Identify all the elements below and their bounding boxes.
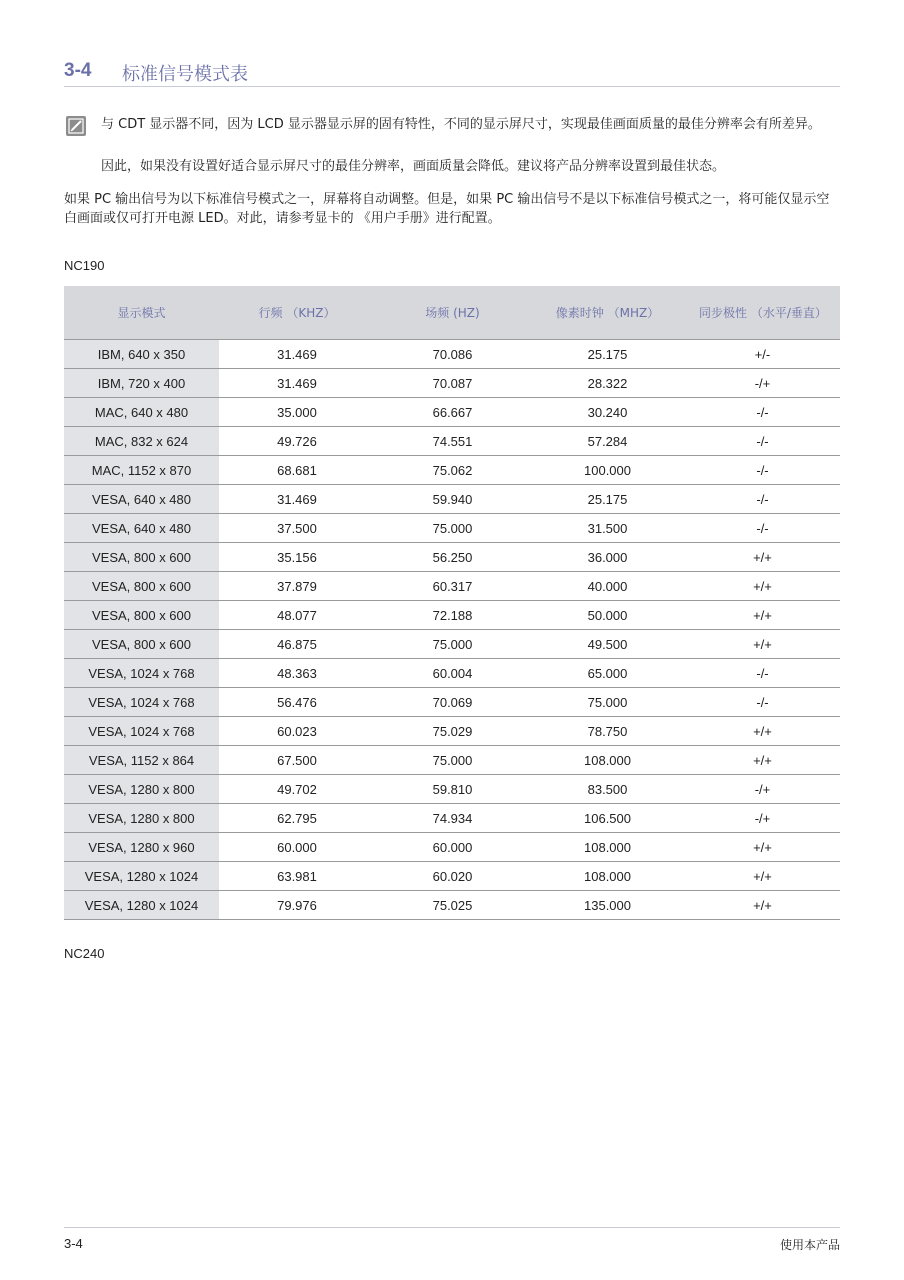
cell-display-mode: IBM, 720 x 400 bbox=[64, 369, 219, 398]
table-row bbox=[64, 572, 840, 601]
cell-vertical-frequency: 75.000 bbox=[375, 514, 530, 543]
cell-sync-polarity: -/+ bbox=[685, 804, 840, 833]
cell-sync-polarity: +/+ bbox=[685, 717, 840, 746]
cell-sync-polarity: -/+ bbox=[685, 775, 840, 804]
table-row bbox=[64, 398, 840, 427]
cell-display-mode: VESA, 1280 x 960 bbox=[64, 833, 219, 862]
table-row bbox=[64, 514, 840, 543]
cell-display-mode: IBM, 640 x 350 bbox=[64, 340, 219, 369]
table-row bbox=[64, 369, 840, 398]
cell-sync-polarity: +/+ bbox=[685, 630, 840, 659]
cell-sync-polarity: -/- bbox=[685, 688, 840, 717]
cell-horizontal-frequency: 48.077 bbox=[219, 601, 375, 630]
cell-horizontal-frequency: 31.469 bbox=[219, 369, 375, 398]
cell-vertical-frequency: 75.029 bbox=[375, 717, 530, 746]
cell-display-mode: VESA, 1024 x 768 bbox=[64, 688, 219, 717]
cell-pixel-clock: 57.284 bbox=[530, 427, 685, 456]
cell-pixel-clock: 65.000 bbox=[530, 659, 685, 688]
table-row bbox=[64, 543, 840, 572]
header-vertical-frequency: 场频 (HZ) bbox=[375, 286, 530, 340]
cell-pixel-clock: 50.000 bbox=[530, 601, 685, 630]
table-header-row bbox=[64, 286, 840, 340]
cell-sync-polarity: +/+ bbox=[685, 601, 840, 630]
cell-vertical-frequency: 70.069 bbox=[375, 688, 530, 717]
cell-sync-polarity: -/- bbox=[685, 427, 840, 456]
cell-vertical-frequency: 70.086 bbox=[375, 340, 530, 369]
cell-display-mode: VESA, 1280 x 800 bbox=[64, 775, 219, 804]
cell-horizontal-frequency: 60.000 bbox=[219, 833, 375, 862]
cell-horizontal-frequency: 31.469 bbox=[219, 485, 375, 514]
cell-display-mode: VESA, 640 x 480 bbox=[64, 485, 219, 514]
model-label-nc240: NC240 bbox=[64, 946, 105, 961]
cell-display-mode: VESA, 1280 x 1024 bbox=[64, 862, 219, 891]
cell-display-mode: VESA, 640 x 480 bbox=[64, 514, 219, 543]
cell-vertical-frequency: 56.250 bbox=[375, 543, 530, 572]
cell-horizontal-frequency: 63.981 bbox=[219, 862, 375, 891]
header-display-mode: 显示模式 bbox=[64, 286, 219, 340]
table-row bbox=[64, 659, 840, 688]
cell-display-mode: VESA, 800 x 600 bbox=[64, 601, 219, 630]
cell-pixel-clock: 31.500 bbox=[530, 514, 685, 543]
cell-horizontal-frequency: 35.156 bbox=[219, 543, 375, 572]
cell-display-mode: MAC, 832 x 624 bbox=[64, 427, 219, 456]
cell-display-mode: VESA, 1280 x 800 bbox=[64, 804, 219, 833]
cell-pixel-clock: 78.750 bbox=[530, 717, 685, 746]
table-row bbox=[64, 340, 840, 369]
header-sync-polarity: 同步极性 （水平/垂直） bbox=[685, 286, 840, 340]
table-row bbox=[64, 804, 840, 833]
header-pixel-clock: 像素时钟 （MHZ） bbox=[530, 286, 685, 340]
table-row bbox=[64, 456, 840, 485]
cell-pixel-clock: 108.000 bbox=[530, 862, 685, 891]
cell-vertical-frequency: 75.025 bbox=[375, 891, 530, 920]
cell-display-mode: VESA, 800 x 600 bbox=[64, 630, 219, 659]
cell-pixel-clock: 49.500 bbox=[530, 630, 685, 659]
header-horizontal-frequency: 行频 （KHZ） bbox=[219, 286, 375, 340]
cell-sync-polarity: +/+ bbox=[685, 572, 840, 601]
cell-pixel-clock: 40.000 bbox=[530, 572, 685, 601]
cell-pixel-clock: 28.322 bbox=[530, 369, 685, 398]
cell-pixel-clock: 108.000 bbox=[530, 746, 685, 775]
cell-vertical-frequency: 60.004 bbox=[375, 659, 530, 688]
cell-sync-polarity: -/- bbox=[685, 456, 840, 485]
cell-pixel-clock: 25.175 bbox=[530, 340, 685, 369]
cell-vertical-frequency: 60.000 bbox=[375, 833, 530, 862]
cell-horizontal-frequency: 37.879 bbox=[219, 572, 375, 601]
footer-divider bbox=[64, 1227, 840, 1228]
table-row bbox=[64, 746, 840, 775]
cell-sync-polarity: -/- bbox=[685, 659, 840, 688]
section-header bbox=[64, 60, 840, 87]
signal-mode-table bbox=[64, 286, 840, 920]
section-title: 标准信号模式表 bbox=[122, 64, 248, 85]
cell-horizontal-frequency: 49.726 bbox=[219, 427, 375, 456]
cell-display-mode: MAC, 1152 x 870 bbox=[64, 456, 219, 485]
cell-vertical-frequency: 75.000 bbox=[375, 630, 530, 659]
cell-pixel-clock: 36.000 bbox=[530, 543, 685, 572]
cell-pixel-clock: 108.000 bbox=[530, 833, 685, 862]
cell-sync-polarity: +/+ bbox=[685, 833, 840, 862]
cell-sync-polarity: +/+ bbox=[685, 543, 840, 572]
cell-horizontal-frequency: 37.500 bbox=[219, 514, 375, 543]
cell-vertical-frequency: 75.000 bbox=[375, 746, 530, 775]
cell-sync-polarity: -/- bbox=[685, 514, 840, 543]
footer-chapter-title: 使用本产品 bbox=[779, 1238, 840, 1252]
cell-horizontal-frequency: 48.363 bbox=[219, 659, 375, 688]
cell-vertical-frequency: 75.062 bbox=[375, 456, 530, 485]
cell-sync-polarity: -/+ bbox=[685, 369, 840, 398]
cell-display-mode: VESA, 800 x 600 bbox=[64, 543, 219, 572]
cell-horizontal-frequency: 68.681 bbox=[219, 456, 375, 485]
cell-pixel-clock: 83.500 bbox=[530, 775, 685, 804]
table-row bbox=[64, 427, 840, 456]
cell-vertical-frequency: 60.020 bbox=[375, 862, 530, 891]
cell-vertical-frequency: 72.188 bbox=[375, 601, 530, 630]
page-number: 3-4 bbox=[64, 1236, 83, 1251]
cell-horizontal-frequency: 79.976 bbox=[219, 891, 375, 920]
cell-display-mode: VESA, 1024 x 768 bbox=[64, 659, 219, 688]
cell-horizontal-frequency: 60.023 bbox=[219, 717, 375, 746]
cell-horizontal-frequency: 46.875 bbox=[219, 630, 375, 659]
cell-sync-polarity: +/- bbox=[685, 340, 840, 369]
cell-pixel-clock: 135.000 bbox=[530, 891, 685, 920]
cell-display-mode: VESA, 1280 x 1024 bbox=[64, 891, 219, 920]
cell-pixel-clock: 75.000 bbox=[530, 688, 685, 717]
cell-display-mode: VESA, 1152 x 864 bbox=[64, 746, 219, 775]
body-paragraph: 如果 PC 输出信号为以下标准信号模式之一，屏幕将自动调整。但是，如果 PC 输出信号不是以下标准信号模式之一，将可能仅显示空白画面或仅可打开电源 LED。对此，请参考显卡的 《用户手册》进行配置。 bbox=[64, 192, 830, 226]
cell-sync-polarity: +/+ bbox=[685, 862, 840, 891]
cell-vertical-frequency: 66.667 bbox=[375, 398, 530, 427]
table-row bbox=[64, 688, 840, 717]
cell-vertical-frequency: 60.317 bbox=[375, 572, 530, 601]
table-row bbox=[64, 485, 840, 514]
table-row bbox=[64, 717, 840, 746]
cell-horizontal-frequency: 67.500 bbox=[219, 746, 375, 775]
model-label-nc190: NC190 bbox=[64, 258, 105, 273]
cell-horizontal-frequency: 49.702 bbox=[219, 775, 375, 804]
cell-pixel-clock: 100.000 bbox=[530, 456, 685, 485]
cell-sync-polarity: -/- bbox=[685, 398, 840, 427]
cell-vertical-frequency: 59.940 bbox=[375, 485, 530, 514]
cell-display-mode: VESA, 800 x 600 bbox=[64, 572, 219, 601]
table-row bbox=[64, 775, 840, 804]
cell-vertical-frequency: 74.934 bbox=[375, 804, 530, 833]
table-row bbox=[64, 891, 840, 920]
table-row bbox=[64, 601, 840, 630]
cell-horizontal-frequency: 35.000 bbox=[219, 398, 375, 427]
cell-vertical-frequency: 70.087 bbox=[375, 369, 530, 398]
cell-vertical-frequency: 59.810 bbox=[375, 775, 530, 804]
cell-pixel-clock: 25.175 bbox=[530, 485, 685, 514]
section-number: 3-4 bbox=[64, 60, 92, 81]
cell-sync-polarity: +/+ bbox=[685, 746, 840, 775]
cell-display-mode: MAC, 640 x 480 bbox=[64, 398, 219, 427]
cell-pixel-clock: 30.240 bbox=[530, 398, 685, 427]
cell-horizontal-frequency: 31.469 bbox=[219, 340, 375, 369]
cell-sync-polarity: +/+ bbox=[685, 891, 840, 920]
note-text-1: 与 CDT 显示器不同，因为 LCD 显示器显示屏的固有特性，不同的显示屏尺寸，实现最佳画面质量的最佳分辨率会有所差异。 bbox=[101, 117, 821, 132]
table-row bbox=[64, 862, 840, 891]
table-row bbox=[64, 630, 840, 659]
cell-sync-polarity: -/- bbox=[685, 485, 840, 514]
table-row bbox=[64, 833, 840, 862]
note-text-2: 因此，如果没有设置好适合显示屏尺寸的最佳分辨率，画面质量会降低。建议将产品分辨率设置到最佳状态。 bbox=[101, 159, 726, 174]
note-pencil-icon bbox=[66, 116, 86, 136]
cell-vertical-frequency: 74.551 bbox=[375, 427, 530, 456]
cell-horizontal-frequency: 62.795 bbox=[219, 804, 375, 833]
cell-horizontal-frequency: 56.476 bbox=[219, 688, 375, 717]
cell-pixel-clock: 106.500 bbox=[530, 804, 685, 833]
cell-display-mode: VESA, 1024 x 768 bbox=[64, 717, 219, 746]
